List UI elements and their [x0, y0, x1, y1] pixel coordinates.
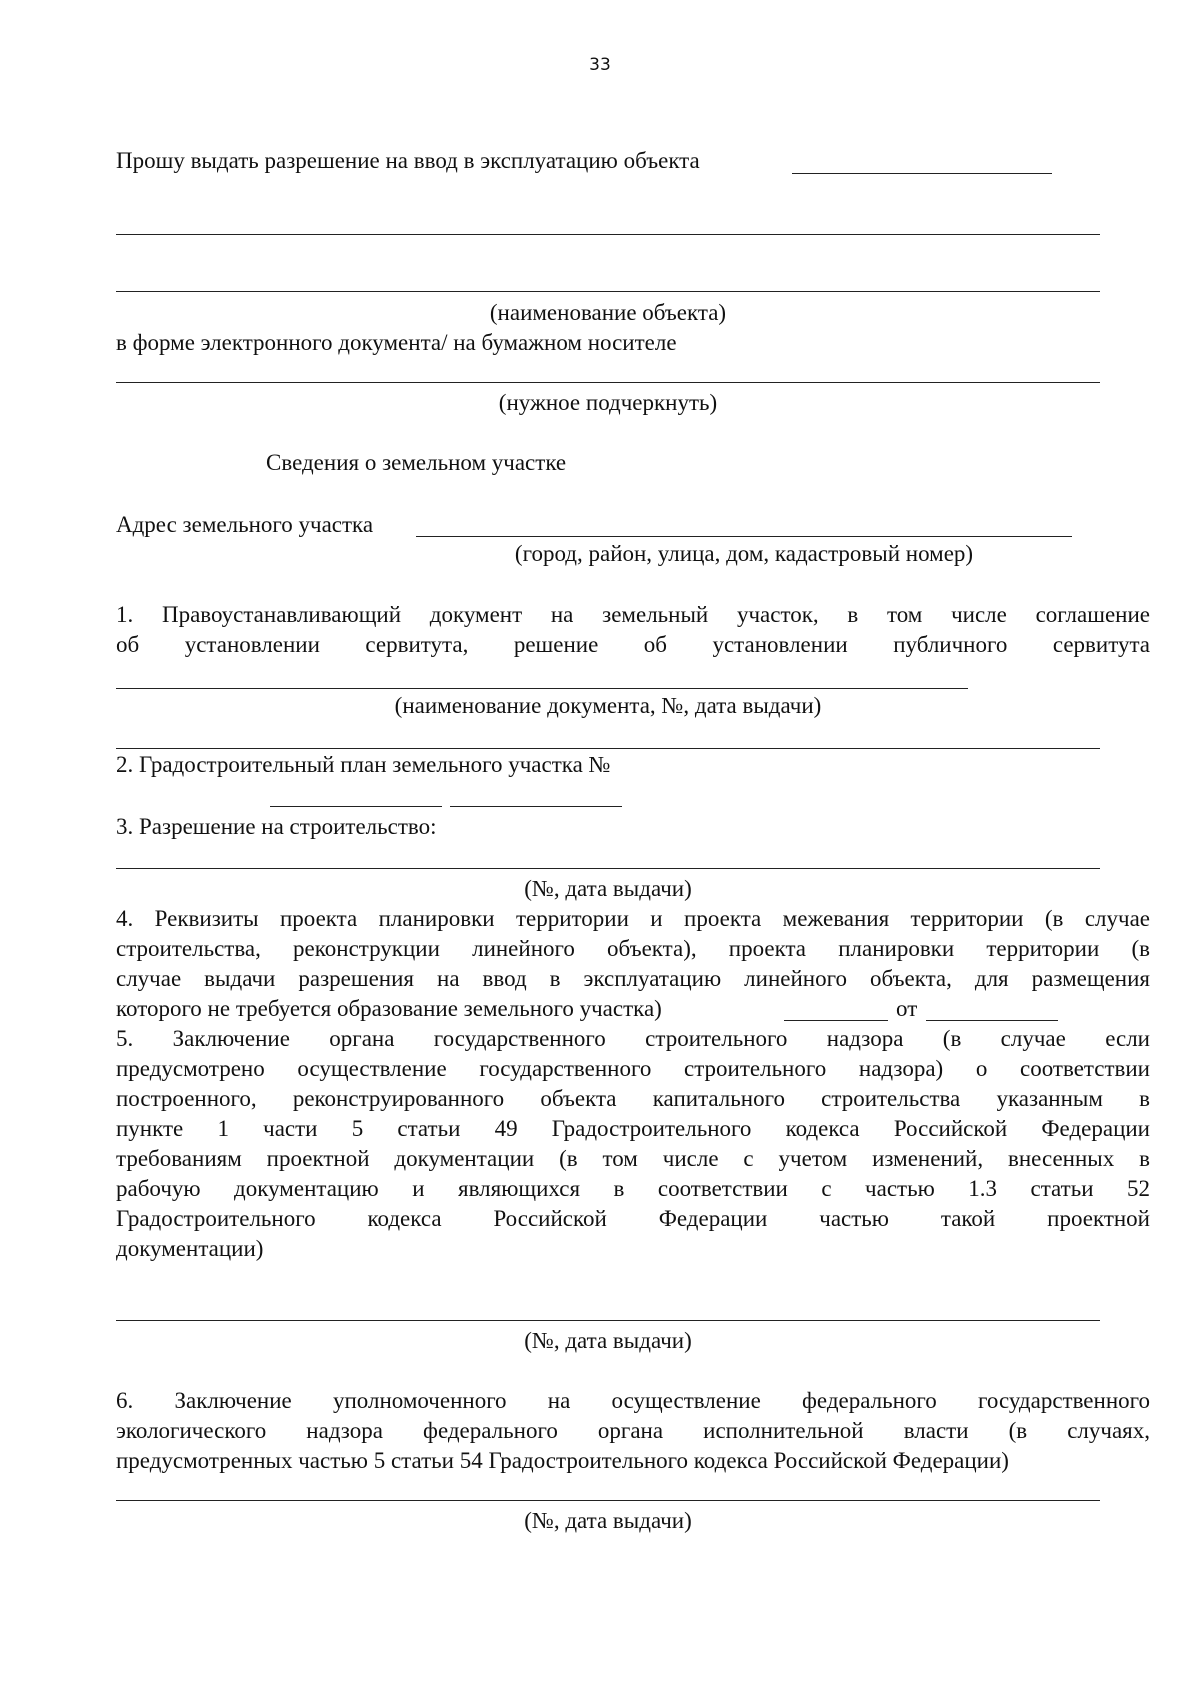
- item1-line1: 1. Правоустанавливающий документ на земельный участок, в том числе соглашение: [116, 602, 1150, 627]
- item6-caption: (№, дата выдачи): [524, 1508, 692, 1533]
- underline-caption: (нужное подчеркнуть): [498, 390, 718, 415]
- item4-line3: случае выдачи разрешения на ввод в эксплуатацию линейного объекта, для размещения: [116, 966, 1150, 991]
- item4-last: которого не требуется образование земельного участка): [116, 996, 662, 1021]
- item1-blank-line[interactable]: [116, 688, 968, 689]
- item1-line-2[interactable]: [116, 748, 1100, 749]
- land-address-label: Адрес земельного участка: [116, 512, 374, 537]
- item5-last: документации): [116, 1236, 264, 1261]
- item5-line4: пункте 1 части 5 статьи 49 Градостроительного кодекса Российской Федерации: [116, 1116, 1150, 1141]
- item4-number-line[interactable]: [784, 1020, 888, 1021]
- item2: 2. Градостроительный план земельного участка №: [116, 752, 611, 777]
- item4-from: от: [896, 996, 918, 1021]
- item4-date-line[interactable]: [926, 1020, 1058, 1021]
- item3: 3. Разрешение на строительство:: [116, 814, 437, 839]
- object-name-line-1[interactable]: [116, 234, 1100, 235]
- item4-line2: строительства, реконструкции линейного объекта), проекта планировки территории (в: [116, 936, 1150, 961]
- item5-line1: 5. Заключение органа государственного строительного надзора (в случае если: [116, 1026, 1150, 1051]
- land-address-line[interactable]: [416, 536, 1072, 537]
- item1-caption: (наименование документа, №, дата выдачи): [394, 693, 822, 718]
- page-number: 33: [589, 55, 611, 75]
- item3-caption: (№, дата выдачи): [524, 876, 692, 901]
- item5-line5: требованиям проектной документации (в том числе с учетом изменений, внесенных в: [116, 1146, 1150, 1171]
- form-underline[interactable]: [116, 382, 1100, 383]
- object-name-line-2[interactable]: [116, 291, 1100, 292]
- object-blank-line[interactable]: [792, 173, 1052, 174]
- item5-line7: Градостроительного кодекса Российской Федерации частью такой проектной: [116, 1206, 1150, 1231]
- item1-line2: об установлении сервитута, решение об установлении публичного сервитута: [116, 632, 1150, 657]
- item6-line1: 6. Заключение уполномоченного на осуществление федерального государственного: [116, 1388, 1150, 1413]
- item5-line3: построенного, реконструированного объекта капитального строительства указанным в: [116, 1086, 1150, 1111]
- item4-line1: 4. Реквизиты проекта планировки территории и проекта межевания территории (в случае: [116, 906, 1150, 931]
- item3-blank-line[interactable]: [116, 868, 1100, 869]
- land-section-title: Сведения о земельном участке: [266, 450, 567, 475]
- request-line: Прошу выдать разрешение на ввод в эксплуатацию объекта: [116, 148, 700, 173]
- item2-date-line[interactable]: [450, 806, 622, 807]
- form-line: в форме электронного документа/ на бумажном носителе: [116, 330, 677, 355]
- item6-blank-line[interactable]: [116, 1500, 1100, 1501]
- item6-line2: экологического надзора федерального органа исполнительной власти (в случаях,: [116, 1418, 1150, 1443]
- item5-blank-line[interactable]: [116, 1320, 1100, 1321]
- item5-caption: (№, дата выдачи): [524, 1328, 692, 1353]
- land-address-caption: (город, район, улица, дом, кадастровый номер): [514, 541, 974, 566]
- item5-line2: предусмотрено осуществление государственного строительного надзора) о соответствии: [116, 1056, 1150, 1081]
- object-name-caption: (наименование объекта): [489, 300, 727, 325]
- item2-number-line[interactable]: [270, 806, 442, 807]
- item6-last: предусмотренных частью 5 статьи 54 Градостроительного кодекса Российской Федерации): [116, 1448, 1009, 1473]
- item5-line6: рабочую документацию и являющихся в соответствии с частью 1.3 статьи 52: [116, 1176, 1150, 1201]
